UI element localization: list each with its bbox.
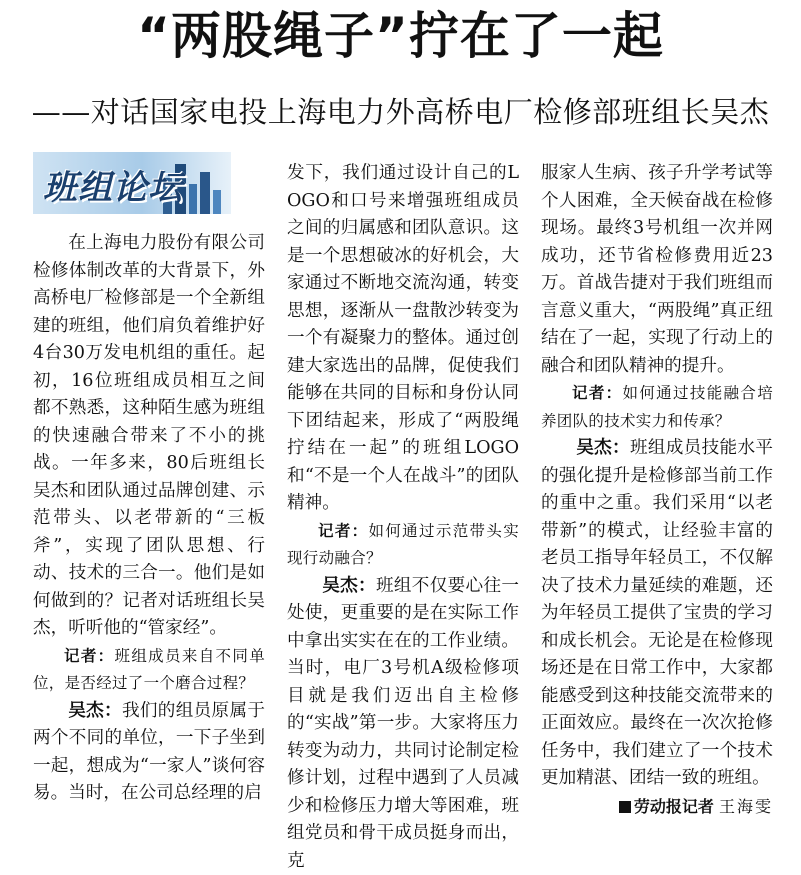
question-speaker: 记者： <box>64 647 115 665</box>
question-text: 班组成员来自不同单位，是否经过了一个磨合过程？ <box>33 647 265 693</box>
subheadline: ——对话国家电投上海电力外高桥电厂检修部班组长吴杰 <box>0 90 801 134</box>
intro-paragraph: 在上海电力股份有限公司检修体制改革的大背景下，外高桥电厂检修部是一个全新组建的班组，他们肩负着维护好4台30万发电机组的重任。起初，16位班组成员相互之间都不熟悉，这种陌生感为班组的快速融合带来了不小的挑战。一年多来，80后班组长吴杰和团队通过品牌创建、示范带头、以老带新的“三板斧”，实现了团队思想、行动、技术的三合一。他们是如何做到的？记者对话班组长吴杰，听听他的“管家经”。 <box>33 230 265 643</box>
answer-3 <box>541 435 773 793</box>
answer-speaker: 吴杰： <box>576 438 630 458</box>
question-text: 如何通过示范带头实现行动融合？ <box>287 522 519 568</box>
question-2 <box>287 518 519 573</box>
answer-text: 班组成员技能水平的强化提升是检修部当前工作的重中之重。我们采用“以老带新”的模式，让经验丰富的老员工指导年轻员工，不仅解决了技术力量延续的难题，还为年轻员工提供了宝贵的学习和成长机会。无论是在检修现场还是在日常工作中，大家都能感受到这种技能交流带来的正面效应。最终在一次次抢修任务中，我们建立了一个技术更加精湛、团结一致的班组。 <box>541 438 773 788</box>
question-text: 如何通过技能融合培养团队的技术实力和传承？ <box>541 384 773 430</box>
answer-1 <box>33 698 265 808</box>
byline-label: 劳动报记者 <box>634 797 714 816</box>
question-3 <box>541 380 773 435</box>
byline <box>541 793 773 821</box>
headline: “两股绳子”拧在了一起 <box>0 2 801 70</box>
question-speaker: 记者： <box>318 522 369 540</box>
answer-text: 班组不仅要心往一处使，更重要的是在实际工作中拿出实实在在的工作业绩。当时，电厂3号机A级检修项目就是我们迈出自主检修的“实战”第一步。大家将压力转变为动力，共同讨论制定检修计划，过程中遇到了人员减少和检修压力增大等困难，班组党员和骨干成员挺身而出，克 <box>287 576 519 871</box>
answer-speaker: 吴杰： <box>322 576 376 596</box>
answer-2 <box>287 573 519 875</box>
column-logo <box>33 152 231 214</box>
answer-speaker: 吴杰： <box>68 701 122 721</box>
square-bullet-icon <box>619 801 631 813</box>
answer-text: 我们的组员原属于两个不同的单位，一下子坐到一起，想成为“一家人”谈何容易。当时，在公司总经理的启 <box>33 701 265 804</box>
logo-text: 班组论坛 <box>43 160 183 209</box>
question-1 <box>33 643 265 698</box>
answer-1-continued: 发下，我们通过设计自己的LOGO和口号来增强班组成员之间的归属感和团队意识。这是一个思想破冰的好机会，大家通过不断地交流沟通，转变思想，逐渐从一盘散沙转变为一个有凝聚力的整体。通过创建大家选出的品牌，促使我们能够在共同的目标和身份认同下团结起来，形成了“两股绳拧结在一起”的班组LOGO和“不是一个人在战斗”的团队精神。 <box>287 160 519 518</box>
byline-name: 王海雯 <box>719 797 773 816</box>
article-column-2 <box>287 160 519 875</box>
article-column-1 <box>33 230 265 790</box>
question-speaker: 记者： <box>572 384 623 402</box>
answer-2-continued: 服家人生病、孩子升学考试等个人困难，全天候奋战在检修现场。最终3号机组一次并网成功，还节省检修费用近23万。首战告捷对于我们班组而言意义重大，“两股绳”真正纽结在了一起，实现了行动上的融合和团队精神的提升。 <box>541 160 773 380</box>
article-column-3 <box>541 160 773 820</box>
